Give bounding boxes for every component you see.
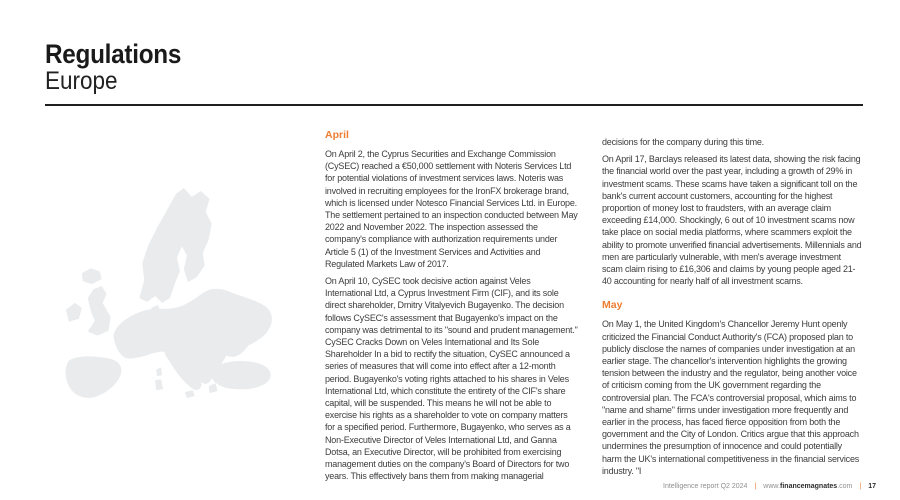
page-subtitle: Europe (45, 67, 118, 95)
footer-site-prefix: www. (763, 483, 781, 490)
footer-separator: | (754, 483, 757, 490)
section-header-april: April (325, 129, 349, 141)
footer-site-name: financemagnates (780, 483, 838, 490)
footer-page-number: 17 (868, 483, 876, 490)
column-left (325, 130, 579, 487)
paragraph-continuation: decisions for the company during this time. (602, 137, 764, 147)
section-header-may: May (602, 299, 623, 312)
footer-report-label: Intelligence report Q2 2024 (663, 483, 748, 490)
paragraph-may-1-fca: On May 1, the United Kingdom's Chancellor Jeremy Hunt openly criticized the Financial Conduct Authority's (FCA) proposed plan to publicly disclose the names of companies under investigation at an earlier stage. The chancellor's intervention highlights the growing tension between the industry and the regulator, being another voice of criticism coming from the UK government regarding the controversial plan. The FCA's controversial proposal, which aims to "name and shame" firms under investigation more frequently and earlier in the process, has faced fierce opposition from both the government and the City of London. Critics argue that this approach undermines the presumption of innocence and could potentially harm the UK's international competitiveness in the financial services industry. "I (602, 319, 860, 476)
paragraph-april-17-barclays: On April 17, Barclays released its latest data, showing the risk facing the financial world over the past year, including a growth of 29% in investment scams. These scams have taken a significant toll on the bank's current account customers, accounting for the highest proportion of money lost to fraudsters, with an average claim exceeding £14,000. Shockingly, 6 out of 10 investment scams now take place on social media platforms, where scammers exploit the ability to promote unverified financial advertisements. Millennials and men are particularly vulnerable, with men's average investment scam claim rising to £16,306 and claims by young people aged 21-40 accounting for nearly half of all investment scams. (602, 154, 862, 287)
paragraph-april-2-cysec-noteris: On April 2, the Cyprus Securities and Exchange Commission (CySEC) reached a €50,000 settlement with Noteris Services Ltd for potential violations of investment services laws. Noteris was involved in recruiting employees for the IronFX brokerage brand, which is licensed under Notesco Financial Services Ltd. in Europe. The settlement pertained to an inspection conducted between May 2022 and November 2022. The inspection assessed the company's compliance with authorization requirements under Article 5 (1) of the Investment Services and Activities and Regulated Markets Law of 2017. (325, 149, 578, 269)
footer-separator-2: | (859, 483, 862, 490)
footer-website (763, 482, 852, 491)
europe-map-icon (64, 186, 277, 404)
europe-map-silhouette (66, 188, 272, 398)
column-right (602, 136, 863, 482)
page-header (45, 40, 181, 95)
page-title: Regulations (45, 39, 182, 69)
header-divider (45, 104, 863, 106)
page-footer (663, 482, 876, 491)
footer-site-suffix: .com (837, 483, 853, 490)
paragraph-april-10-veles: On April 10, CySEC took decisive action against Veles International Ltd, a Cyprus Investment Firm (CIF), and its sole direct shareholder, Dmitry Vitalyevich Bugayenko. The decision follows CySEC's assessment that Bugayenko's impact on the company was detrimental to its "sound and prudent management." CySEC Cracks Down on Veles International and Its Sole Shareholder In a bid to rectify the situation, CySEC announced a series of measures that will come into effect after a 12-month period. Bugayenko's voting rights attached to his shares in Veles International Ltd, which constitute the entirety of the CIF's share capital, will be suspended. This means he will not be able to exercise his rights as a shareholder to vote on company matters for a specified period. Furthermore, Bugayenko, who serves as a Non-Executive Director of Veles International Ltd, and Ganna Dotsa, an Executive Director, will be prohibited from exercising management duties on the company's Board of Directors for two years. This effectively bans them from making managerial (325, 276, 578, 482)
